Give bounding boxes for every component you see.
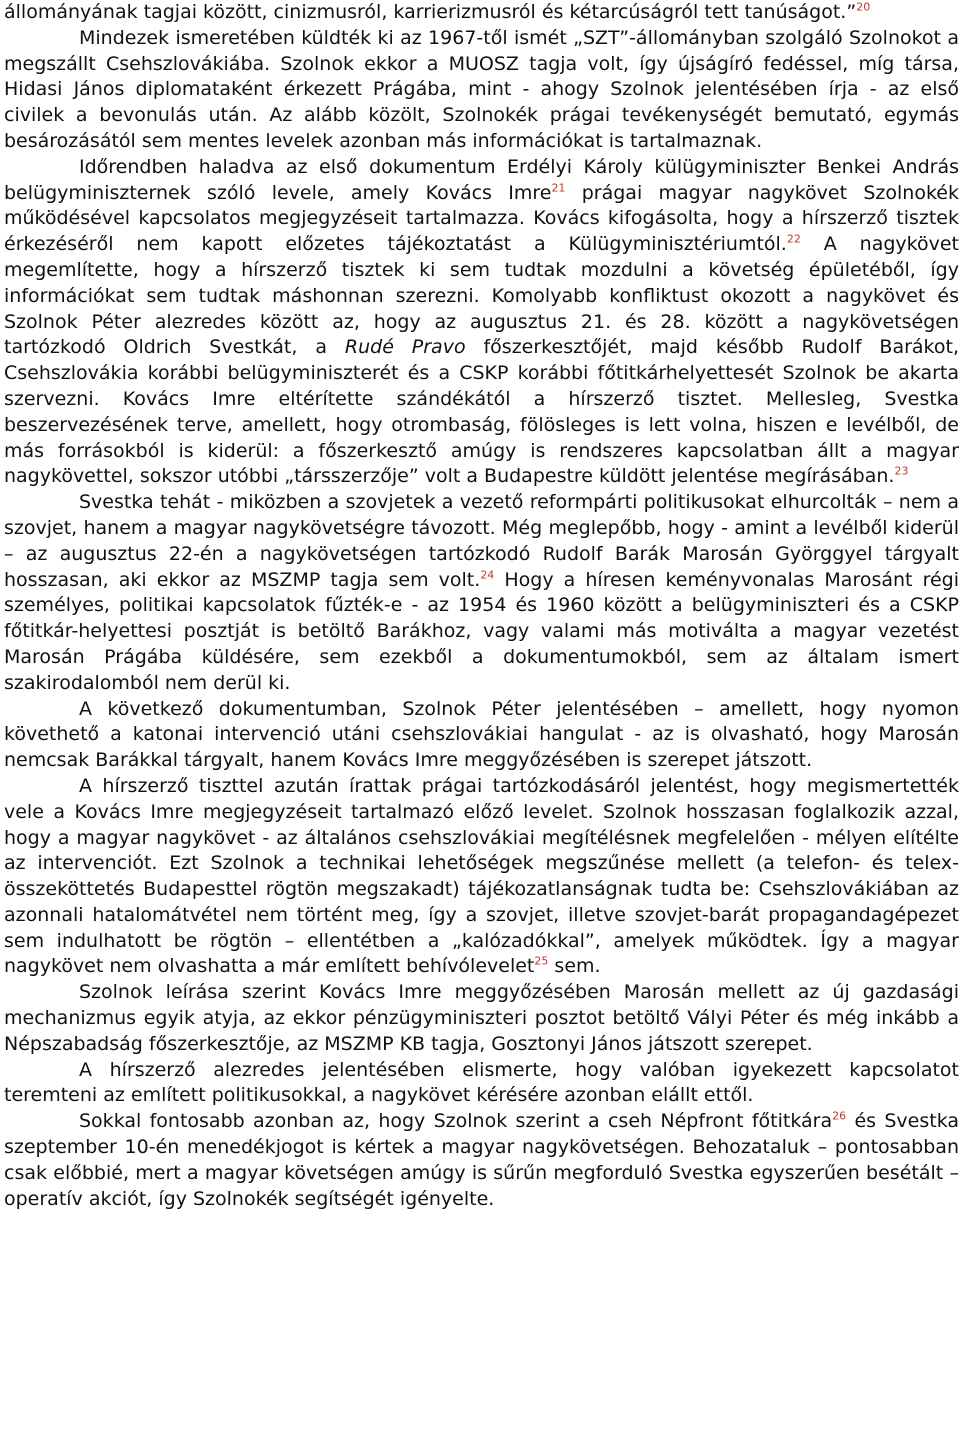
paragraph-text: Svestka tehát - miközben a szovjetek a vezető reformpárti politikusokat elhurcolták – nem a szovjet, hanem a magyar nagykövetségre távozott. Még meglepőbb, hogy - amint a levélből kiderül – az augusztus 22-én a nagykövetségen tartózkodó Rudolf Barák Marosán Györggyel tárgyalt hosszasan, aki ekkor az MSZMP tagja sem volt. bbox=[4, 491, 959, 591]
paragraph bbox=[4, 0, 959, 26]
paragraph-text: Időrendben haladva az első dokumentum Erdélyi Károly külügyminiszter Benkei András belügyminiszternek szóló levele, amely Kovács Imre bbox=[4, 155, 959, 204]
footnote-marker: 22 bbox=[786, 232, 801, 246]
paragraph-text: A hírszerző alezredes jelentésében elismerte, hogy valóban igyekezett kapcsolatot teremteni az említett politikusokkal, a nagykövet kérésére azonban elállt ettől. bbox=[4, 1058, 959, 1107]
paragraph bbox=[4, 490, 959, 696]
footnote-marker: 26 bbox=[832, 1109, 847, 1123]
paragraph-text: prágai magyar nagykövet Szolnokék működésével kapcsolatos megjegyzéseit tartalmazza. Kovács kifogásolta, hogy a hírszerző tisztek érkezéséről nem kapott előzetes tájékoztatást a Külügyminisztériumtól. bbox=[4, 181, 959, 256]
paragraph-text: sem. bbox=[548, 955, 601, 978]
paragraph bbox=[4, 774, 959, 980]
paragraph-text: Hogy a híresen keményvonalas Marosánt régi személyes, politikai kapcsolatok fűzték-e - az 1954 és 1960 között a belügyminiszteri és a CSKP főtitkár-helyettesi posztját is betöltő Barákhoz, vagy valami más motiválta a magyar vezetést Marosán Prágába küldésére, sem ezekből a dokumentumokból, sem az általam ismert szakirodalomból nem derül ki. bbox=[4, 568, 959, 694]
paragraph bbox=[4, 697, 959, 774]
paragraph bbox=[4, 1058, 959, 1110]
document-page bbox=[4, 0, 959, 1212]
paragraph-text: A következő dokumentumban, Szolnok Péter jelentésében – amellett, hogy nyomon követhető a katonai intervenció utáni csehszlovákiai hangulat - az is olvasható, hogy Marosán nemcsak Barákkal tárgyalt, hanem Kovács Imre meggyőzésében is szerepet játszott. bbox=[4, 697, 959, 772]
paragraph bbox=[4, 155, 959, 490]
paragraph bbox=[4, 980, 959, 1057]
paragraph bbox=[4, 1109, 959, 1212]
paragraph-text: Sokkal fontosabb azonban az, hogy Szolnok szerint a cseh Népfront főtitkára bbox=[79, 1110, 833, 1133]
paragraph bbox=[4, 26, 959, 155]
paragraph-text: Mindezek ismeretében küldték ki az 1967-től ismét „SZT”-állományban szolgáló Szolnokot a megszállt Csehszlovákiába. Szolnok ekkor a MUOSZ tagja volt, így újságíró fedéssel, míg társa, Hidasi János diplomataként érkezett Prágába, mint - ahogy Szolnok jelentésében írja - az első civilek a bevonulás után. Az alább közölt, Szolnokék prágai tevékenységét bemutató, egymás besározásától sem mentes levelek azonban más információkat is tartalmaznak. bbox=[4, 26, 959, 152]
paragraph-text: A nagykövet megemlítette, hogy a hírszerző tisztek ki sem tudtak mozdulni a követség épületéből, így információkat sem tudtak máshonnan szerezni. Komolyabb konfliktust okozott a nagykövet és Szolnok Péter alezredes között az, hogy az augusztus 21. és 28. között a nagykövetségen tartózkodó Oldrich Svestkát, a bbox=[4, 233, 959, 359]
footnote-marker: 20 bbox=[856, 0, 871, 14]
paragraph-text: állományának tagjai között, cinizmusról, karrierizmusról és kétarcúságról tett tanúságot.” bbox=[4, 1, 857, 23]
footnote-marker: 25 bbox=[534, 955, 549, 969]
footnote-marker: 24 bbox=[480, 568, 495, 582]
paragraph-text: és Svestka szeptember 10-én menedékjogot is kértek a magyar nagykövetségen. Behozataluk – pontosabban csak előbbié, mert a magyar követségen amúgy is sűrűn megforduló Svestka egyszerűen besétált – operatív akciót, így Szolnokék segítségét igényelte. bbox=[4, 1110, 960, 1210]
paragraph-text: Szolnok leírása szerint Kovács Imre meggyőzésében Marosán mellett az új gazdasági mechanizmus egyik atyja, az ekkor pénzügyminiszteri posztot betöltő Vályi Péter és még inkább a Népszabadság főszerkesztője, az MSZMP KB tagja, Gosztonyi János játszott szerepet. bbox=[4, 981, 959, 1055]
italic-text: Rudé Pravo bbox=[344, 336, 466, 359]
paragraph-text: főszerkesztőjét, majd később Rudolf Barákot, Csehszlovákia korábbi belügyminiszterét és a CSKP korábbi főtitkárhelyettesét Szolnok be akarta szervezni. Kovács Imre eltérítette szándékától a hírszerző tisztet. Mellesleg, Svestka beszervezésének terve, amellett, hogy otrombaság, fölösleges is lett volna, hiszen e levélből, de más forrásokból is kiderül: a főszerkesztő amúgy is rendszeres kapcsolatban állt a magyar nagykövettel, sokszor utóbbi „társszerzője” volt a Budapestre küldött jelentése megírásában. bbox=[4, 336, 959, 488]
paragraph-text: A hírszerző tiszttel azután írattak prágai tartózkodásáról jelentést, hogy megismertették vele a Kovács Imre megjegyzéseit tartalmazó előző levelet. Szolnok hosszasan foglalkozik azzal, hogy a magyar nagykövet - az általános csehszlovákiai megítélésnek megfelelően - mélyen elítélte az intervenciót. Ezt Szolnok a technikai lehetőségek megszűnése mellett (a telefon- és telex-összeköttetés Budapesttel rögtön megszakadt) tájékozatlanságnak tudta be: Csehszlovákiában az azonnali hatalomátvétel nem történt meg, így a szovjet, illetve szovjet-barát propagandagépezet sem indulhatott be rögtön – ellentétben a „kalózadókkal”, amelyek működtek. Így a magyar nagykövet nem olvashatta a már említett behívólevelet bbox=[4, 774, 959, 978]
footnote-marker: 23 bbox=[894, 465, 909, 479]
footnote-marker: 21 bbox=[551, 181, 566, 195]
